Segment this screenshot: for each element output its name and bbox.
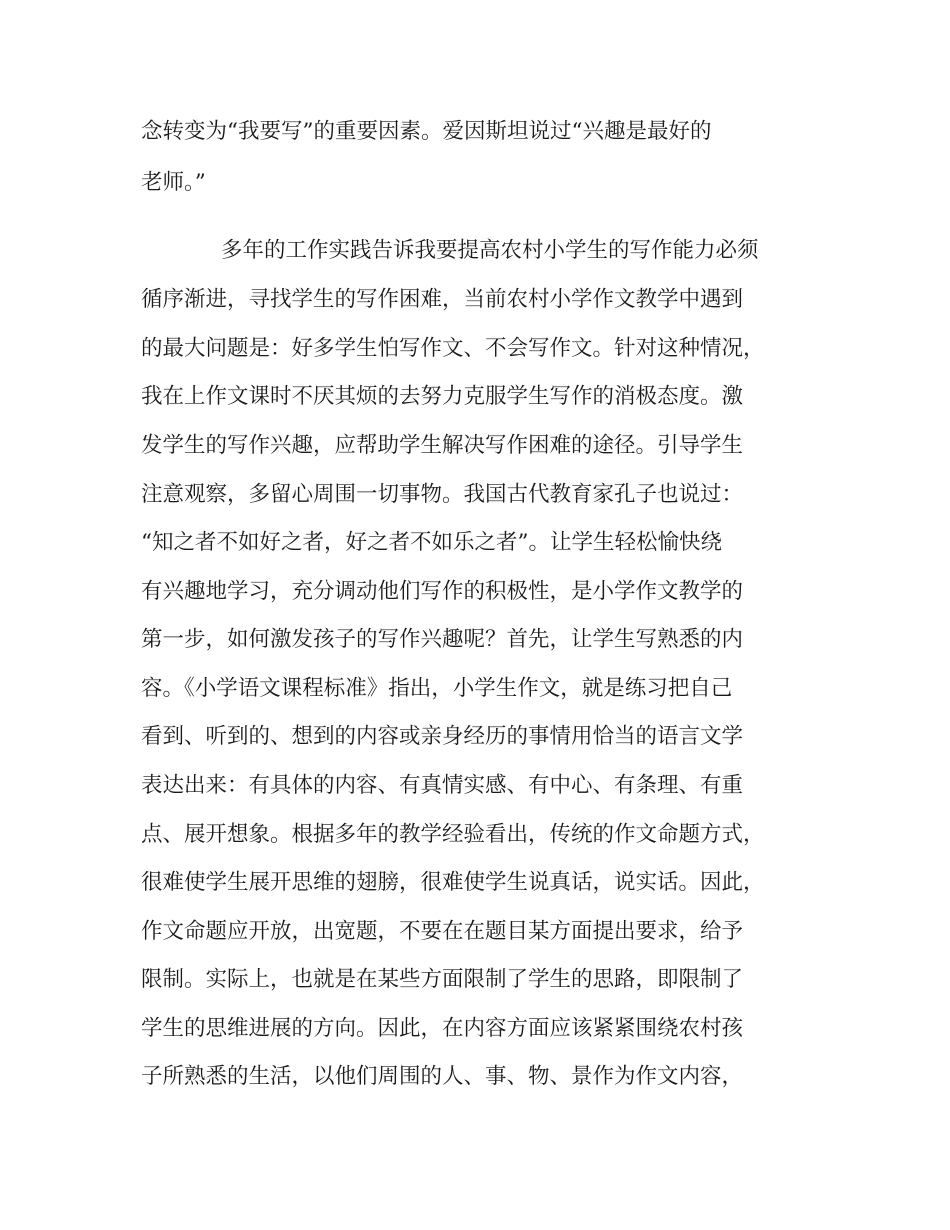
text-line: 有兴趣地学习，充分调动他们写作的积极性，是小学作文教学的 bbox=[141, 579, 744, 604]
text-line: 作文命题应开放，出宽题，不要在在题目某方面提出要求，给予 bbox=[141, 919, 744, 944]
text-line: 看到、听到的、想到的内容或亲身经历的事情用恰当的语言文学 bbox=[141, 724, 744, 749]
text-line: 点、展开想象。根据多年的教学经验看出，传统的作文命题方式， bbox=[141, 822, 765, 847]
text-line: 限制。实际上，也就是在某些方面限制了学生的思路，即限制了 bbox=[141, 967, 744, 992]
text-line: 注意观察，多留心周围一切事物。我国古代教育家孔子也说过： bbox=[141, 482, 744, 507]
text-line: 多年的工作实践告诉我要提高农村小学生的写作能力必须 bbox=[221, 238, 759, 263]
text-line: 表达出来：有具体的内容、有真情实感、有中心、有条理、有重 bbox=[141, 773, 744, 798]
text-line: 循序渐进，寻找学生的写作困难，当前农村小学作文教学中遇到 bbox=[141, 287, 744, 312]
text-line: 容。《小学语文课程标准》指出，小学生作文，就是练习把自己 bbox=[141, 676, 733, 701]
text-line: 我在上作文课时不厌其烦的去努力克服学生写作的消极态度。激 bbox=[141, 384, 744, 409]
text-line: 第一步，如何激发孩子的写作兴趣呢？首先，让学生写熟悉的内 bbox=[141, 627, 744, 652]
text-line: 子所熟悉的生活，以他们周围的人、事、物、景作为作文内容， bbox=[141, 1064, 744, 1089]
text-line: “知之者不如好之者，好之者不如乐之者”。让学生轻松愉快绕 bbox=[141, 530, 722, 555]
text-line: 发学生的写作兴趣，应帮助学生解决写作困难的途径。引导学生 bbox=[141, 433, 744, 458]
text-line: 很难使学生展开思维的翅膀，很难使学生说真话，说实话。因此， bbox=[141, 870, 765, 895]
text-line: 学生的思维进展的方向。因此，在内容方面应该紧紧围绕农村孩 bbox=[141, 1016, 744, 1041]
text-line: 念转变为“我要写”的重要因素。爱因斯坦说过“兴趣是最好的 bbox=[141, 119, 712, 144]
text-line: 的最大问题是：好多学生怕写作文、不会写作文。针对这种情况， bbox=[141, 336, 765, 361]
text-line: 老师。” bbox=[141, 170, 206, 195]
